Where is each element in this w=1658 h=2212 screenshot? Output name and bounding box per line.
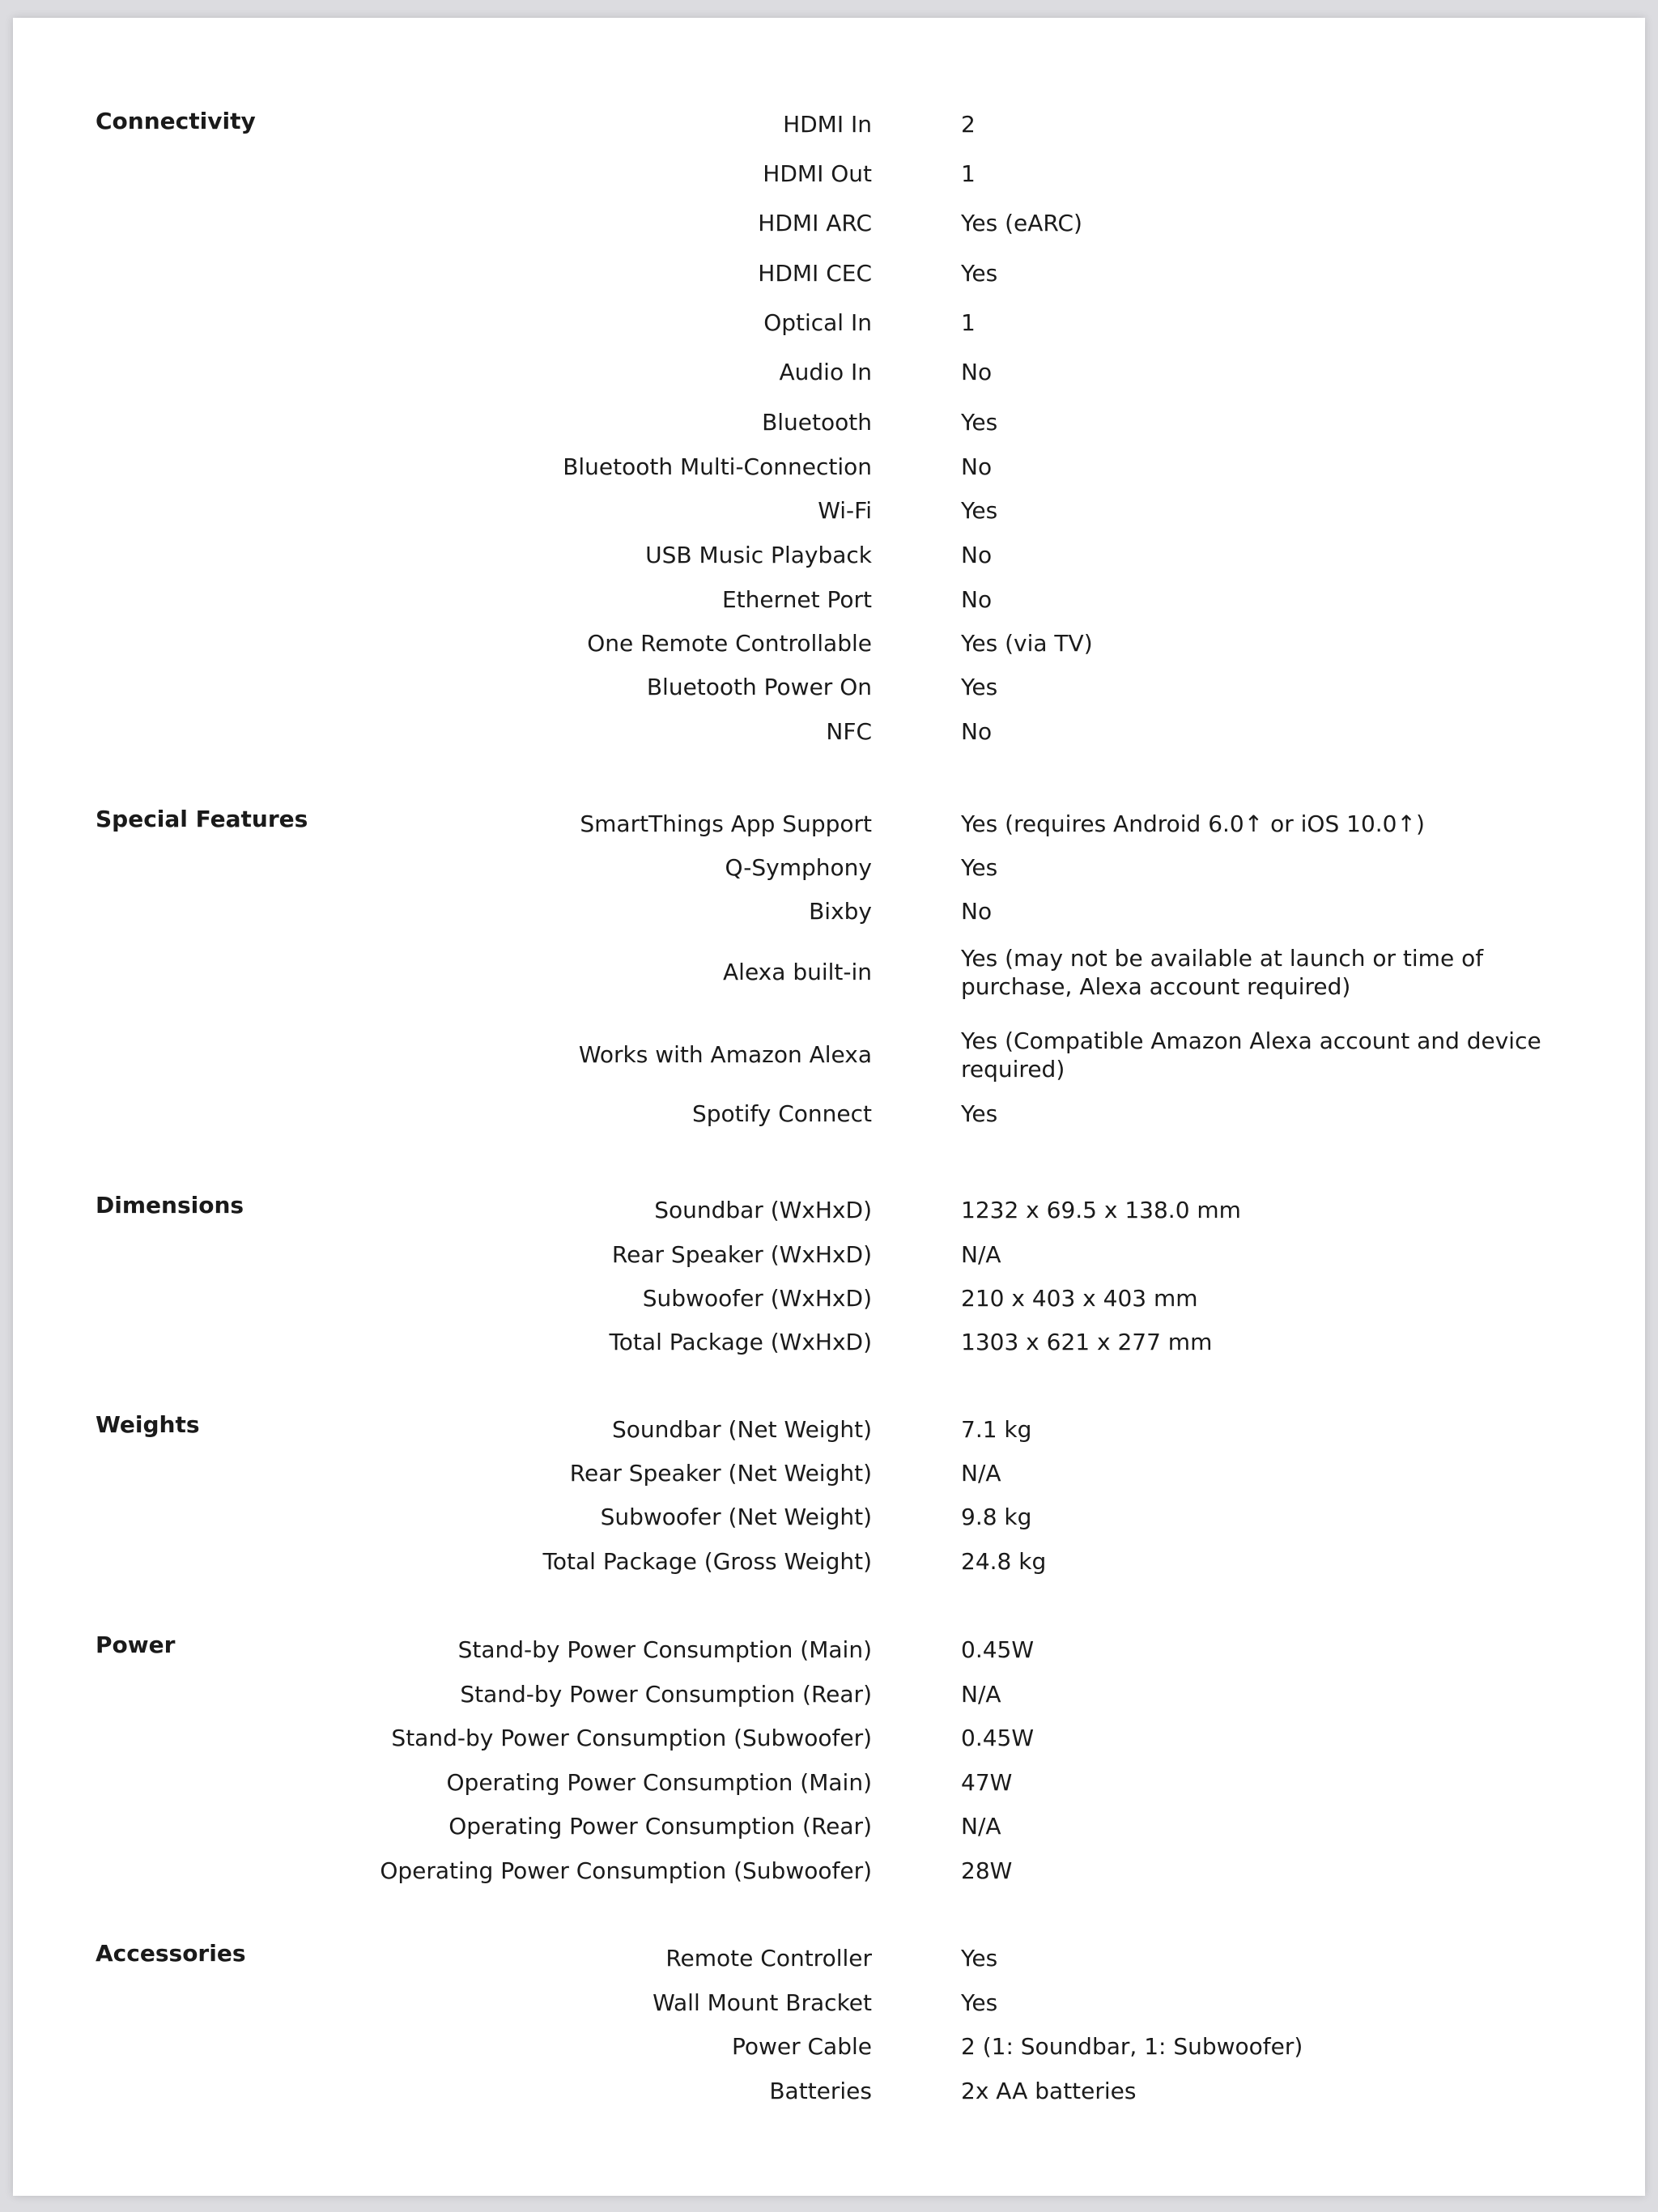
spec-label: Stand-by Power Consumption (Main) bbox=[457, 1636, 872, 1663]
spec-value: 47W bbox=[961, 1769, 1013, 1796]
spec-value: 2 (1: Soundbar, 1: Subwoofer) bbox=[961, 2033, 1303, 2060]
spec-label: Wall Mount Bracket bbox=[653, 1989, 872, 2016]
spec-label: HDMI CEC bbox=[758, 260, 872, 287]
spec-label: Soundbar (Net Weight) bbox=[612, 1416, 872, 1443]
spec-label: Soundbar (WxHxD) bbox=[654, 1197, 872, 1223]
spec-value: 0.45W bbox=[961, 1725, 1035, 1751]
spec-label: Total Package (WxHxD) bbox=[609, 1329, 872, 1355]
spec-label: Bluetooth bbox=[762, 409, 872, 436]
spec-label: USB Music Playback bbox=[645, 542, 872, 568]
spec-value: Yes (eARC) bbox=[961, 210, 1082, 236]
spec-value: No bbox=[961, 718, 993, 745]
spec-label: HDMI Out bbox=[763, 160, 872, 187]
spec-value: 0.45W bbox=[961, 1636, 1035, 1663]
spec-label: Power Cable bbox=[731, 2033, 872, 2060]
spec-label: Operating Power Consumption (Rear) bbox=[449, 1813, 872, 1840]
spec-value: No bbox=[961, 359, 993, 385]
spec-value: 9.8 kg bbox=[961, 1504, 1032, 1530]
spec-label: Batteries bbox=[769, 2078, 872, 2104]
spec-label: HDMI ARC bbox=[758, 210, 872, 236]
spec-value: Yes bbox=[961, 409, 998, 436]
spec-label: Alexa built-in bbox=[723, 959, 872, 985]
spec-value: Yes (may not be available at launch or time of purchase, Alexa account required) bbox=[961, 945, 1484, 1000]
spec-value: Yes bbox=[961, 497, 998, 524]
spec-label: Rear Speaker (WxHxD) bbox=[611, 1241, 872, 1268]
spec-value: 1 bbox=[961, 160, 976, 187]
section-title: Weights bbox=[96, 1411, 200, 1438]
spec-label: NFC bbox=[826, 718, 872, 745]
spec-value: N/A bbox=[961, 1681, 1001, 1708]
spec-value: No bbox=[961, 586, 993, 613]
spec-label: Bluetooth Power On bbox=[646, 674, 872, 700]
spec-label: Q-Symphony bbox=[725, 854, 872, 881]
spec-label: Subwoofer (Net Weight) bbox=[600, 1504, 872, 1530]
spec-label: Wi-Fi bbox=[818, 497, 872, 524]
spec-value: N/A bbox=[961, 1241, 1001, 1268]
spec-value: Yes bbox=[961, 854, 998, 881]
spec-sheet bbox=[13, 18, 1645, 2196]
spec-value: No bbox=[961, 898, 993, 925]
spec-label: Ethernet Port bbox=[721, 586, 872, 613]
spec-value: N/A bbox=[961, 1460, 1001, 1487]
spec-value: 2 bbox=[961, 111, 976, 138]
spec-label: Operating Power Consumption (Main) bbox=[446, 1769, 872, 1796]
section-title: Special Features bbox=[96, 806, 308, 832]
spec-label: Bixby bbox=[809, 898, 872, 925]
section-title: Dimensions bbox=[96, 1192, 244, 1219]
spec-value: Yes (requires Android 6.0↑ or iOS 10.0↑) bbox=[961, 810, 1425, 837]
spec-label: SmartThings App Support bbox=[580, 810, 872, 837]
spec-value: 28W bbox=[961, 1857, 1013, 1884]
spec-label: Works with Amazon Alexa bbox=[578, 1041, 872, 1068]
spec-label: Optical In bbox=[763, 309, 872, 336]
spec-value: N/A bbox=[961, 1813, 1001, 1840]
spec-value: Yes bbox=[961, 260, 998, 287]
spec-label: Remote Controller bbox=[665, 1945, 872, 1972]
spec-value: 210 x 403 x 403 mm bbox=[961, 1285, 1198, 1312]
spec-value: 1 bbox=[961, 309, 976, 336]
spec-label: Total Package (Gross Weight) bbox=[542, 1548, 872, 1575]
spec-label: Subwoofer (WxHxD) bbox=[642, 1285, 872, 1312]
spec-label: One Remote Controllable bbox=[587, 630, 872, 657]
spec-label: Stand-by Power Consumption (Rear) bbox=[460, 1681, 872, 1708]
spec-label: Rear Speaker (Net Weight) bbox=[569, 1460, 872, 1487]
spec-value: No bbox=[961, 453, 993, 480]
spec-value: 24.8 kg bbox=[961, 1548, 1047, 1575]
spec-label: Audio In bbox=[779, 359, 872, 385]
spec-value: 7.1 kg bbox=[961, 1416, 1032, 1443]
spec-value: No bbox=[961, 542, 993, 568]
spec-value: 1303 x 621 x 277 mm bbox=[961, 1329, 1213, 1355]
spec-label: Stand-by Power Consumption (Subwoofer) bbox=[391, 1725, 872, 1751]
spec-value: Yes bbox=[961, 1945, 998, 1972]
section-title: Power bbox=[96, 1631, 176, 1658]
spec-value: Yes bbox=[961, 674, 998, 700]
spec-value: Yes bbox=[961, 1100, 998, 1127]
spec-value: Yes (Compatible Amazon Alexa account and device required) bbox=[961, 1027, 1541, 1083]
spec-label: HDMI In bbox=[783, 111, 872, 138]
spec-value: Yes bbox=[961, 1989, 998, 2016]
spec-value: Yes (via TV) bbox=[961, 630, 1093, 657]
section-title: Connectivity bbox=[96, 108, 256, 134]
spec-value: 2x AA batteries bbox=[961, 2078, 1137, 2104]
spec-value: 1232 x 69.5 x 138.0 mm bbox=[961, 1197, 1241, 1223]
spec-label: Bluetooth Multi-Connection bbox=[563, 453, 872, 480]
spec-label: Spotify Connect bbox=[691, 1100, 872, 1127]
spec-label: Operating Power Consumption (Subwoofer) bbox=[380, 1857, 872, 1884]
section-title: Accessories bbox=[96, 1940, 246, 1967]
